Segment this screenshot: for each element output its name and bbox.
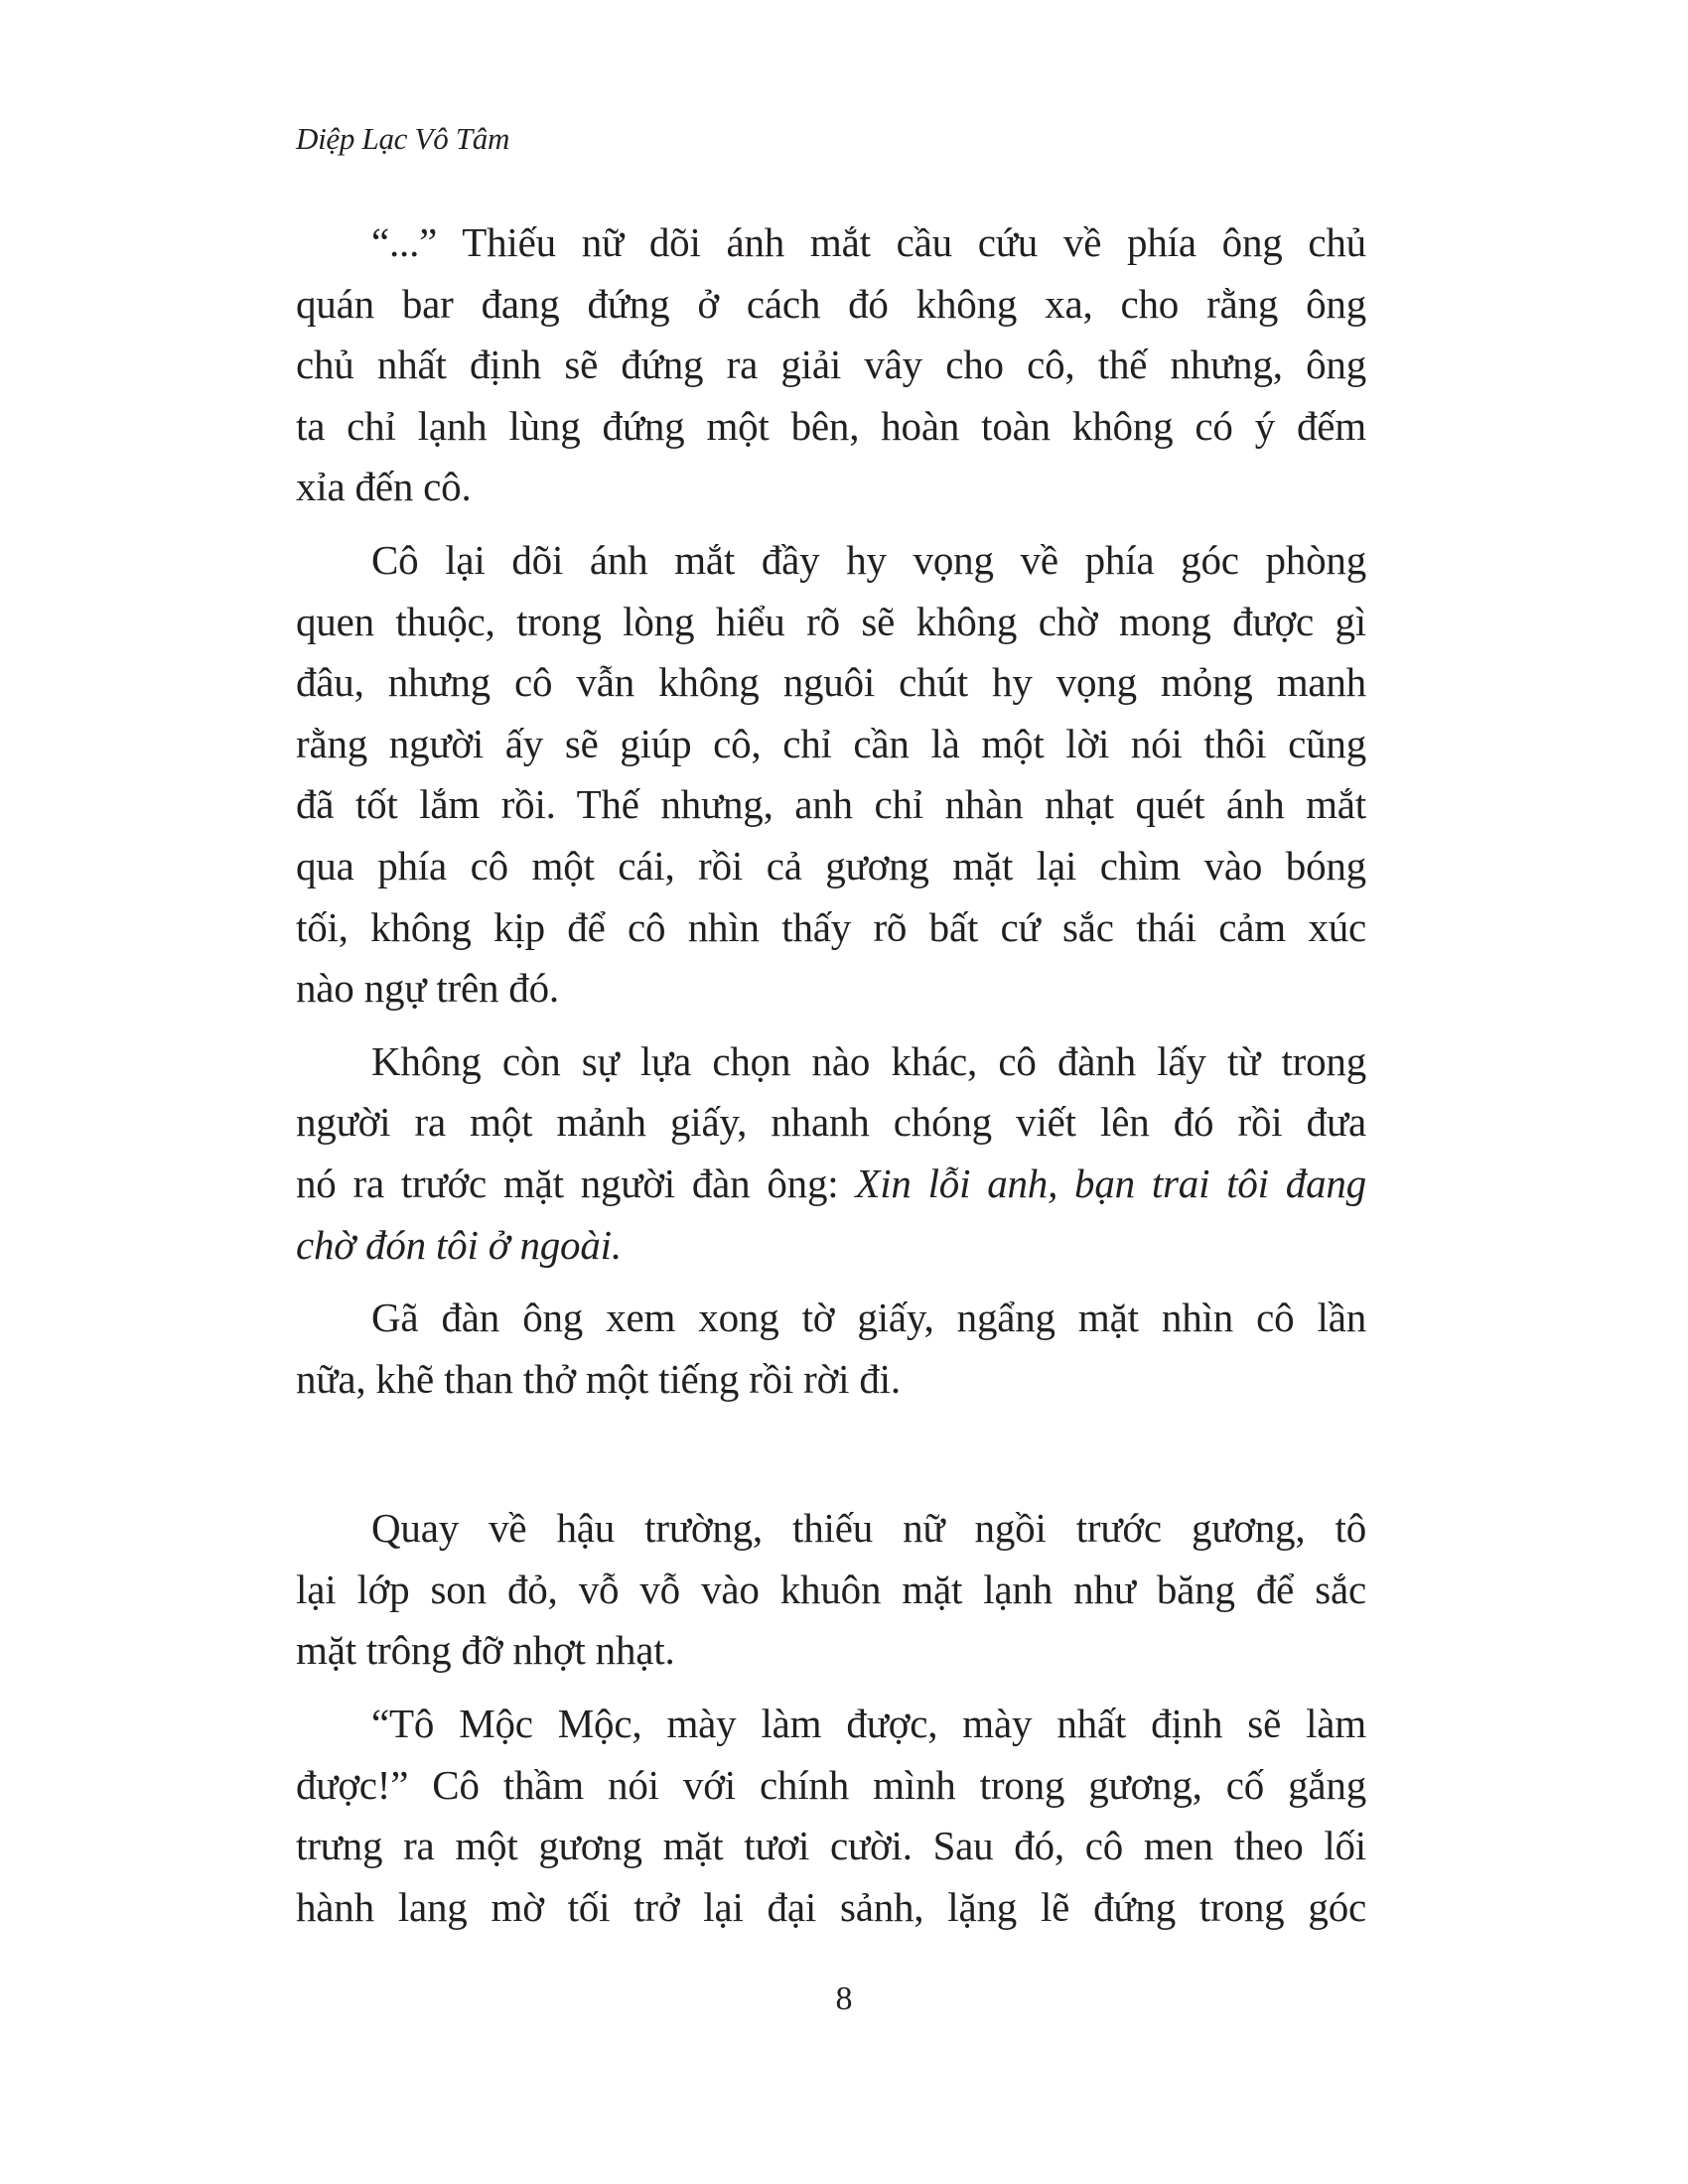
text-line: [296, 774, 1366, 836]
paragraph: [296, 1031, 1366, 1276]
paragraph: [296, 1694, 1366, 1938]
paragraph: [296, 212, 1366, 518]
text-line: [296, 1092, 1366, 1154]
text-run: người ra một mảnh giấy, nhanh chóng viết lên đó rồi đưa: [296, 1099, 1366, 1146]
text-run: Gã đàn ông xem xong tờ giấy, ngẩng mặt nhìn cô lần: [371, 1295, 1366, 1341]
text-run: Quay về hậu trường, thiếu nữ ngồi trước gương, tô: [371, 1505, 1366, 1552]
text-line: [296, 1215, 1366, 1277]
text-run: đã tốt lắm rồi. Thế nhưng, anh chỉ nhàn nhạt quét ánh mắt: [296, 781, 1366, 828]
text-line: [296, 1694, 1366, 1755]
text-run: lại lớp son đỏ, vỗ vỗ vào khuôn mặt lạnh như băng để sắc: [296, 1566, 1366, 1612]
text-line: [296, 714, 1366, 775]
text-line: [296, 652, 1366, 714]
text-line: [296, 396, 1366, 458]
text-run: quen thuộc, trong lòng hiểu rõ sẽ không chờ mong được gì: [296, 598, 1366, 644]
text-line: [296, 335, 1366, 396]
running-head-title: Diệp Lạc Vô Tâm: [296, 121, 510, 156]
paragraph: [296, 1498, 1366, 1682]
text-run: nó ra trước mặt người đàn ông:: [296, 1160, 856, 1206]
text-line: [296, 1755, 1366, 1817]
text-line: [296, 897, 1366, 959]
text-run: nữa, khẽ than thở một tiếng rồi rời đi.: [296, 1355, 901, 1402]
text-run: xỉa đến cô.: [296, 464, 472, 510]
text-line: [296, 212, 1366, 274]
text-line: [296, 1031, 1366, 1093]
text-run: qua phía cô một cái, rồi cả gương mặt lại chìm vào bóng: [296, 842, 1366, 888]
text-line: [296, 1816, 1366, 1877]
text-run: quán bar đang đứng ở cách đó không xa, cho rằng ông: [296, 280, 1366, 327]
paragraph: [296, 1288, 1366, 1410]
text-run: “Tô Mộc Mộc, mày làm được, mày nhất định sẽ làm: [371, 1701, 1366, 1747]
text-run: rằng người ấy sẽ giúp cô, chỉ cần là một lời nói thôi cũng: [296, 720, 1366, 766]
text-run: nào ngự trên đó.: [296, 965, 559, 1012]
text-run: Không còn sự lựa chọn nào khác, cô đành lấy từ trong: [371, 1037, 1366, 1084]
text-line: [296, 1154, 1366, 1215]
text-run: Cô lại dõi ánh mắt đầy hy vọng về phía góc phòng: [371, 536, 1366, 583]
paragraph: [296, 530, 1366, 1020]
body-text: [296, 212, 1366, 1938]
text-line: [296, 1349, 1366, 1411]
text-line: [296, 958, 1366, 1020]
text-run: ta chỉ lạnh lùng đứng một bên, hoàn toàn không có ý đếm: [296, 402, 1366, 449]
text-line: [296, 274, 1366, 336]
text-line: [296, 457, 1366, 518]
text-run: tối, không kịp để cô nhìn thấy rõ bất cứ sắc thái cảm xúc: [296, 903, 1366, 950]
text-line: [296, 592, 1366, 653]
text-line: [296, 530, 1366, 592]
text-line: [296, 1620, 1366, 1682]
text-run: chủ nhất định sẽ đứng ra giải vây cho cô, thế nhưng, ông: [296, 341, 1366, 388]
text-line: [296, 1877, 1366, 1939]
text-line: [296, 1288, 1366, 1349]
page-number: 8: [835, 1980, 853, 2017]
italic-text: Xin lỗi anh, bạn trai tôi đang: [855, 1160, 1366, 1206]
text-run: hành lang mờ tối trở lại đại sảnh, lặng lẽ đứng trong góc: [296, 1883, 1366, 1930]
text-line: [296, 836, 1366, 897]
text-line: [296, 1560, 1366, 1621]
text-line: [296, 1498, 1366, 1560]
text-run: trưng ra một gương mặt tươi cười. Sau đó, cô men theo lối: [296, 1823, 1366, 1869]
text-run: “...” Thiếu nữ dõi ánh mắt cầu cứu về phía ông chủ: [371, 219, 1366, 265]
text-run: được!” Cô thầm nói với chính mình trong gương, cố gắng: [296, 1761, 1366, 1808]
text-run: đâu, nhưng cô vẫn không nguôi chút hy vọng mỏng manh: [296, 659, 1366, 706]
text-run: mặt trông đỡ nhợt nhạt.: [296, 1627, 675, 1674]
italic-text: chờ đón tôi ở ngoài.: [296, 1221, 622, 1268]
